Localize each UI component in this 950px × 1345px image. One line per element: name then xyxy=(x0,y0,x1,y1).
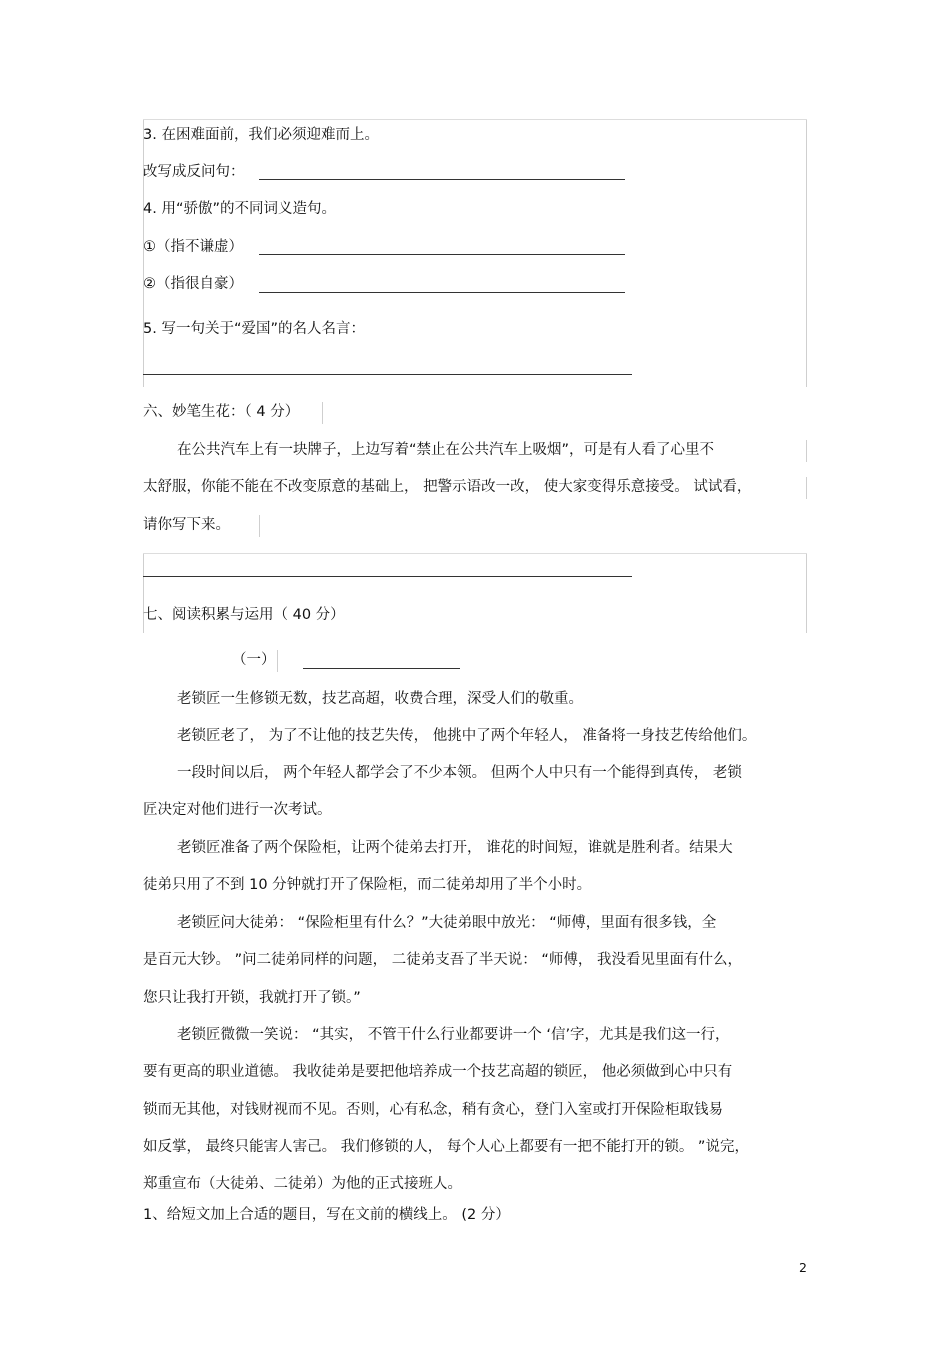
border-line-p6b xyxy=(806,477,807,499)
story-p3-line2: 匠决定对他们进行一次考试。 xyxy=(143,802,332,818)
story-p5-line2: 是百元大钞。 ”问二徒弟同样的问题， 二徒弟支吾了半天说： “师傅， 我没看见里面有什么， xyxy=(143,952,742,968)
border-line-right-mid xyxy=(806,553,807,633)
question-1: 1、给短文加上合适的题目，写在文前的横线上。 (2 分） xyxy=(143,1207,510,1223)
q4-b-answer-line[interactable] xyxy=(259,292,625,293)
q5-text: 5. 写一句关于“爱国”的名人名言： xyxy=(143,321,365,337)
section6-line-2: 太舒服，你能不能在不改变原意的基础上， 把警示语改一改， 使大家变得乐意接受。 试试看， xyxy=(143,479,752,495)
section6-line-3: 请你写下来。 xyxy=(143,517,230,533)
story-p6-line4: 如反掌， 最终只能害人害己。 我们修锁的人， 每个人心上都要有一把不能打开的锁。 ”说完， xyxy=(143,1139,749,1155)
q4-text: 4. 用“骄傲”的不同词义造句。 xyxy=(143,201,336,217)
border-line-p6c xyxy=(259,515,260,537)
q4-b-label: ②（指很自豪） xyxy=(143,276,243,292)
border-line-h6 xyxy=(322,402,323,424)
page-number: 2 xyxy=(799,1260,807,1275)
story-p6-line1: 老锁匠微微一笑说： “其实， 不管干什么行业都要讲一个 ‘信’字，尤其是我们这一行， xyxy=(177,1027,730,1043)
story-p6-line2: 要有更高的职业道德。 我收徒弟是要把他培养成一个技艺高超的锁匠， 他必须做到心中只有 xyxy=(143,1064,733,1080)
border-line-part xyxy=(277,650,278,672)
story-p5-line1: 老锁匠问大徒弟： “保险柜里有什么？”大徒弟眼中放光： “师傅，里面有很多钱，全 xyxy=(177,915,717,931)
border-line-top xyxy=(143,119,807,120)
story-p1: 老锁匠一生修锁无数，技艺高超，收费合理，深受人们的敬重。 xyxy=(177,691,583,707)
q3-answer-line[interactable] xyxy=(259,179,625,180)
q3-text: 3. 在困难面前，我们必须迎难而上。 xyxy=(143,127,379,143)
story-p3-line1: 一段时间以后， 两个年轻人都学会了不少本领。 但两个人中只有一个能得到真传， 老锁 xyxy=(177,765,742,781)
q4-a-label: ①（指不谦虚） xyxy=(143,239,243,255)
q3-task-label: 改写成反问句： xyxy=(143,164,245,180)
section6-heading: 六、妙笔生花：（ 4 分） xyxy=(143,404,300,420)
border-line-p6a xyxy=(806,440,807,462)
part-label: （一） xyxy=(232,652,276,668)
story-p6-line3: 锁而无其他，对钱财视而不见。否则，心有私念，稍有贪心，登门入室或打开保险柜取钱易 xyxy=(143,1102,723,1118)
story-p6-line5: 郑重宣布（大徒弟、二徒弟）为他的正式接班人。 xyxy=(143,1176,462,1192)
story-p5-line3: 您只让我打开锁，我就打开了锁。” xyxy=(143,990,361,1006)
border-line-right-top xyxy=(806,119,807,387)
story-p2: 老锁匠老了， 为了不让他的技艺失传， 他挑中了两个年轻人， 准备将一身技艺传给他们。 xyxy=(177,728,757,744)
story-p4-line2: 徒弟只用了不到 10 分钟就打开了保险柜，而二徒弟却用了半个小时。 xyxy=(143,877,592,893)
title-answer-line[interactable] xyxy=(303,668,460,669)
border-line-mid xyxy=(143,553,807,554)
section6-line-1: 在公共汽车上有一块牌子，上边写着“禁止在公共汽车上吸烟”，可是有人看了心里不 xyxy=(177,442,715,458)
section6-answer-line[interactable] xyxy=(143,576,632,577)
q5-answer-line[interactable] xyxy=(143,374,632,375)
story-p4-line1: 老锁匠准备了两个保险柜，让两个徒弟去打开， 谁花的时间短，谁就是胜利者。结果大 xyxy=(177,840,733,856)
q4-a-answer-line[interactable] xyxy=(259,254,625,255)
section7-heading: 七、阅读积累与运用（ 40 分） xyxy=(143,607,345,623)
